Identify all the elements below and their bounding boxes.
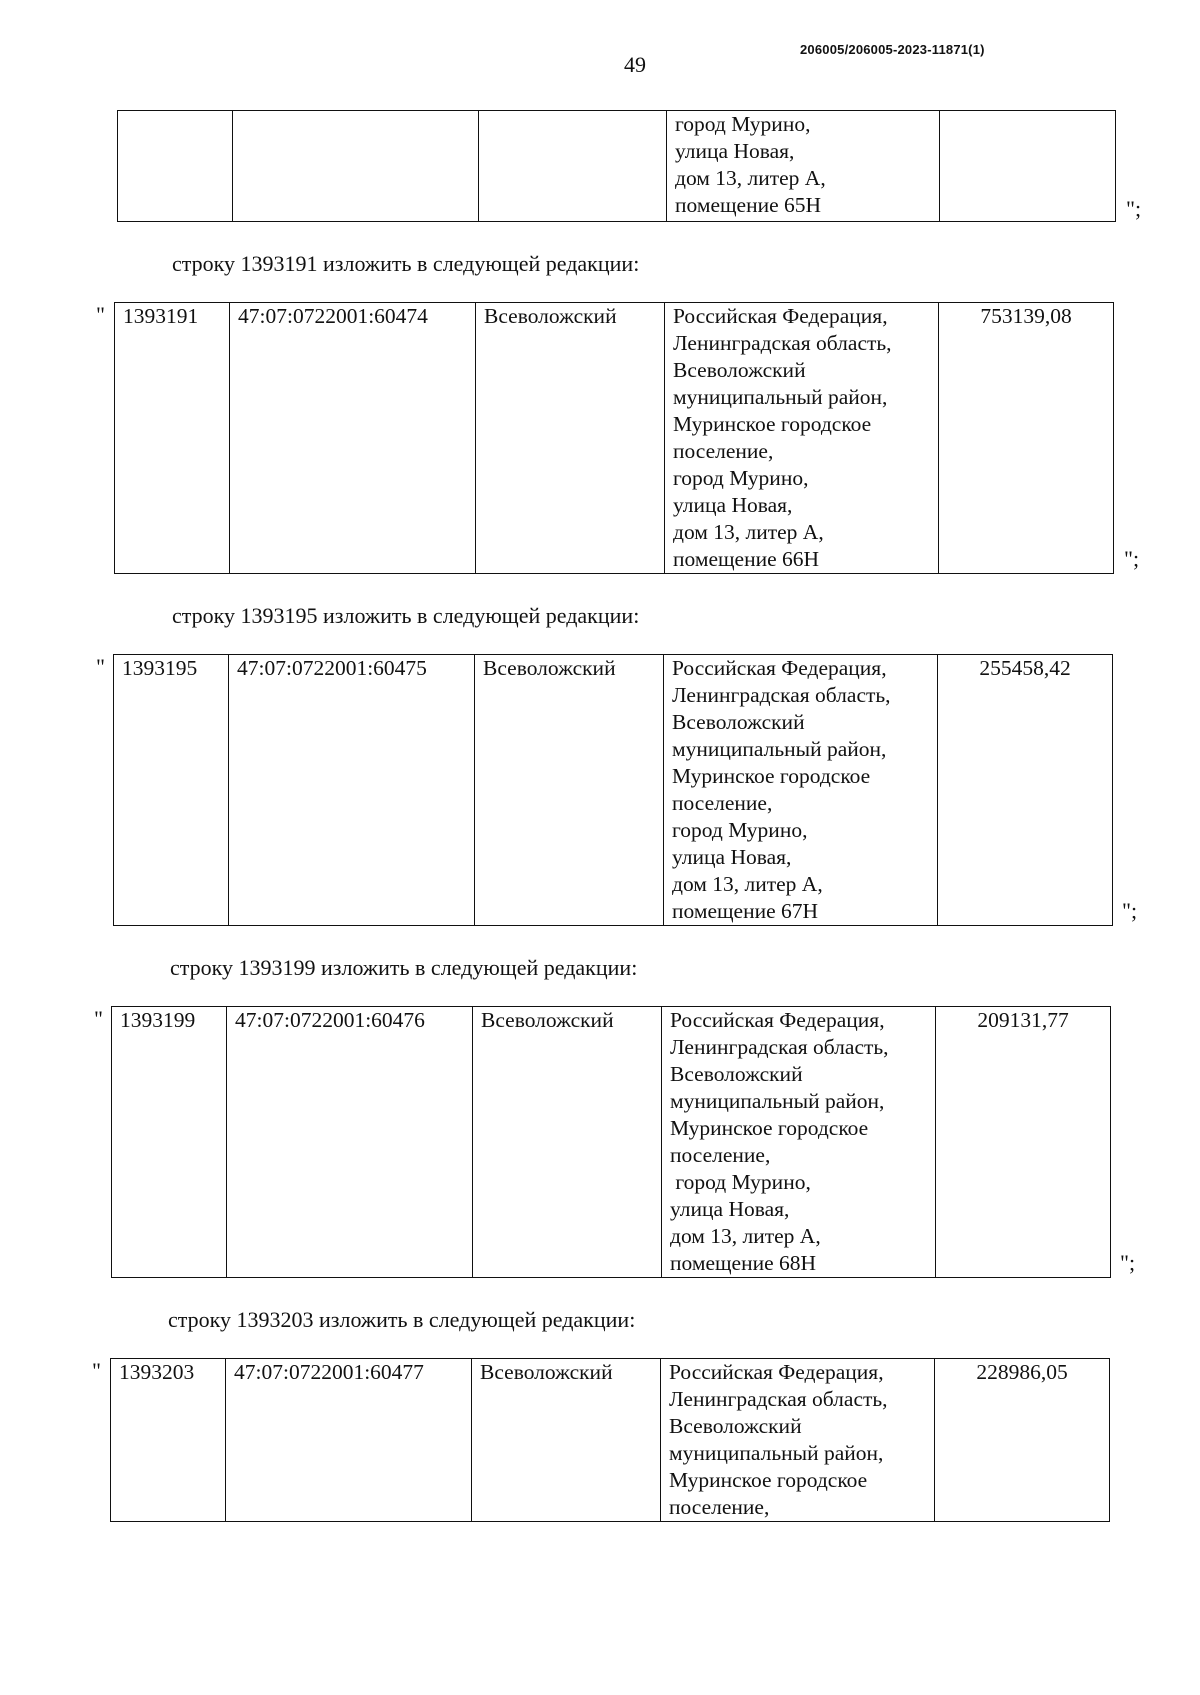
address-line: поселение, bbox=[669, 1495, 770, 1519]
address-line: Ленинградская область, bbox=[673, 331, 892, 355]
address-line: город Мурино, bbox=[670, 1170, 811, 1194]
cell-district: Всеволожский bbox=[472, 1359, 661, 1522]
cell-cadastral: 47:07:0722001:60476 bbox=[227, 1007, 473, 1278]
cell-address bbox=[661, 1359, 935, 1522]
table-row bbox=[112, 1007, 1111, 1278]
cell-value: 753139,08 bbox=[939, 303, 1114, 574]
address-line: Муринское городское bbox=[670, 1116, 869, 1140]
close-quote: "; bbox=[1126, 196, 1142, 221]
close-quote: "; bbox=[1120, 1250, 1136, 1275]
address-line: поселение, bbox=[673, 439, 774, 463]
address-line: дом 13, литер А, bbox=[673, 520, 824, 544]
data-table bbox=[114, 302, 1114, 574]
open-quote: " bbox=[92, 1358, 101, 1383]
instruction-text: строку 1393191 изложить в следующей редакции: bbox=[172, 251, 640, 276]
address-line: дом 13, литер А, bbox=[672, 872, 823, 896]
cell-address bbox=[667, 111, 940, 222]
address-line: Муринское городское bbox=[672, 764, 871, 788]
table-row bbox=[114, 655, 1113, 926]
cell-district: Всеволожский bbox=[476, 303, 665, 574]
address-line: помещение 66Н bbox=[673, 547, 820, 571]
address-line: улица Новая, bbox=[675, 139, 795, 163]
continuation-table bbox=[117, 110, 1116, 222]
address-line: Ленинградская область, bbox=[669, 1387, 888, 1411]
address-line: Всеволожский bbox=[673, 358, 806, 382]
page-number: 49 bbox=[624, 52, 646, 77]
cell-district: Всеволожский bbox=[473, 1007, 662, 1278]
address-line: поселение, bbox=[672, 791, 773, 815]
cell-address bbox=[664, 655, 938, 926]
close-quote: "; bbox=[1122, 898, 1138, 923]
address-line: Муринское городское bbox=[669, 1468, 868, 1492]
table-row bbox=[115, 303, 1114, 574]
close-quote: "; bbox=[1124, 546, 1140, 571]
address-line: муниципальный район, bbox=[670, 1089, 885, 1113]
cell-cadastral: 47:07:0722001:60474 bbox=[230, 303, 476, 574]
address-line: муниципальный район, bbox=[672, 737, 887, 761]
cell-cadastral: 47:07:0722001:60475 bbox=[229, 655, 475, 926]
cell-value: 209131,77 bbox=[936, 1007, 1111, 1278]
address-line: улица Новая, bbox=[673, 493, 793, 517]
cell-value: 228986,05 bbox=[935, 1359, 1110, 1522]
address-line: помещение 67Н bbox=[672, 899, 819, 923]
cell-number: 1393199 bbox=[112, 1007, 227, 1278]
address-line: Ленинградская область, bbox=[672, 683, 891, 707]
address-line: город Мурино, bbox=[672, 818, 808, 842]
address-line: муниципальный район, bbox=[669, 1441, 884, 1465]
address-line: Всеволожский bbox=[670, 1062, 803, 1086]
document-id: 206005/206005-2023-11871(1) bbox=[800, 42, 985, 57]
address-line: улица Новая, bbox=[672, 845, 792, 869]
address-line: муниципальный район, bbox=[673, 385, 888, 409]
address-line: помещение 65Н bbox=[675, 193, 822, 217]
instruction-text: строку 1393195 изложить в следующей редакции: bbox=[172, 603, 640, 628]
address-line: Всеволожский bbox=[672, 710, 805, 734]
cell-number: 1393203 bbox=[111, 1359, 226, 1522]
cell-cadastral bbox=[233, 111, 479, 222]
address-line: помещение 68Н bbox=[670, 1251, 817, 1275]
address-line: Российская Федерация, bbox=[669, 1360, 884, 1384]
instruction-text: строку 1393199 изложить в следующей редакции: bbox=[170, 955, 638, 980]
open-quote: " bbox=[94, 1006, 103, 1031]
address-line: Муринское городское bbox=[673, 412, 872, 436]
cell-cadastral: 47:07:0722001:60477 bbox=[226, 1359, 472, 1522]
table-row bbox=[118, 111, 1116, 222]
cell-address bbox=[662, 1007, 936, 1278]
data-table bbox=[113, 654, 1113, 926]
cell-district bbox=[479, 111, 667, 222]
cell-value bbox=[940, 111, 1116, 222]
address-line: дом 13, литер А, bbox=[670, 1224, 821, 1248]
address-line: Российская Федерация, bbox=[672, 656, 887, 680]
address-line: город Мурино, bbox=[675, 112, 811, 136]
cell-number: 1393191 bbox=[115, 303, 230, 574]
address-line: Российская Федерация, bbox=[673, 304, 888, 328]
instruction-text: строку 1393203 изложить в следующей редакции: bbox=[168, 1307, 636, 1332]
address-line: Ленинградская область, bbox=[670, 1035, 889, 1059]
data-table bbox=[110, 1358, 1110, 1522]
cell-address bbox=[665, 303, 939, 574]
cell-number bbox=[118, 111, 233, 222]
address-line: улица Новая, bbox=[670, 1197, 790, 1221]
data-table bbox=[111, 1006, 1111, 1278]
cell-district: Всеволожский bbox=[475, 655, 664, 926]
cell-value: 255458,42 bbox=[938, 655, 1113, 926]
open-quote: " bbox=[96, 302, 105, 327]
table-row bbox=[111, 1359, 1110, 1522]
cell-number: 1393195 bbox=[114, 655, 229, 926]
address-line: Российская Федерация, bbox=[670, 1008, 885, 1032]
address-line: дом 13, литер А, bbox=[675, 166, 826, 190]
address-line: город Мурино, bbox=[673, 466, 809, 490]
address-line: Всеволожский bbox=[669, 1414, 802, 1438]
open-quote: " bbox=[96, 654, 105, 679]
address-line: поселение, bbox=[670, 1143, 771, 1167]
